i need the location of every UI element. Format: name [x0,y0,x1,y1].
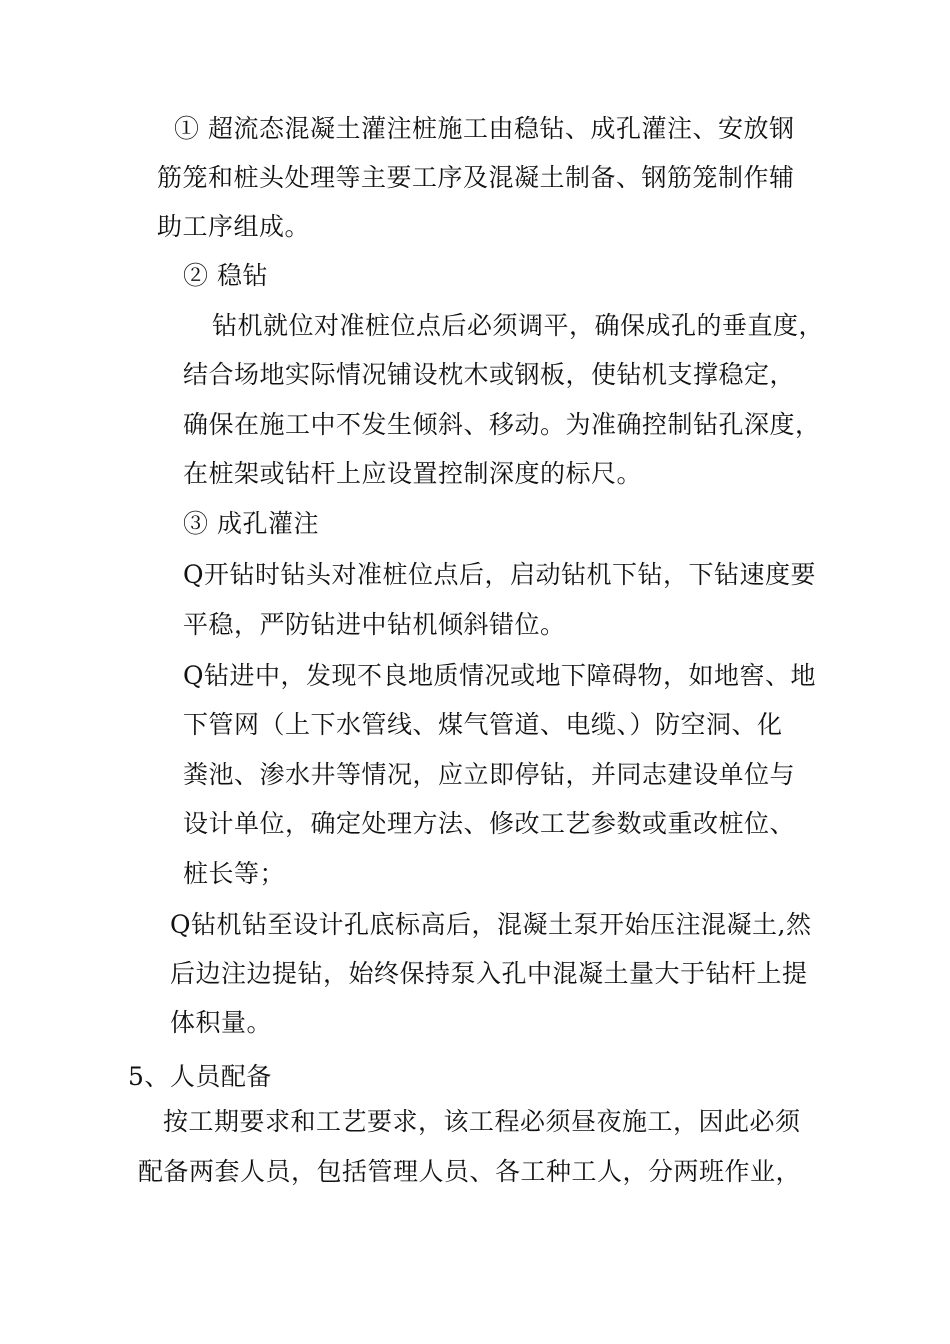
section-3-item-2-line-4: 设计单位，确定处理方法、修改工艺参数或重改桩位、 [183,809,796,838]
section-5-line-1: 按工期要求和工艺要求，该工程必须昼夜施工，因此必须 [163,1107,801,1136]
section-5-heading: 5、人员配备 [128,1062,272,1091]
section-1-line-2: 筋笼和桩头处理等主要工序及混凝土制备、钢筋笼制作辅 [157,163,795,192]
section-3-item-2-line-5: 桩长等； [183,859,286,888]
section-3-item-3-line-1: Q钻机钻至设计孔底标高后，混凝土泵开始压注混凝土,然 [170,910,812,939]
section-2-heading: ② 稳钻 [183,261,268,290]
section-2-line-3: 确保在施工中不发生倾斜、移动。为准确控制钻孔深度， [183,410,821,439]
section-5-line-2: 配备两套人员，包括管理人员、各工种工人，分两班作业， [138,1157,802,1186]
section-3-heading: ③ 成孔灌注 [183,509,319,538]
section-2-line-4: 在桩架或钻杆上应设置控制深度的标尺。 [183,459,643,488]
section-3-item-1-line-2: 平稳，严防钻进中钻机倾斜错位。 [183,610,566,639]
section-3-item-2-line-1: Q钻进中，发现不良地质情况或地下障碍物，如地窖、地 [183,661,816,690]
section-3-item-1-line-1: Q开钻时钻头对准桩位点后，启动钻机下钻，下钻速度要 [183,560,816,589]
section-3-item-2-line-3: 粪池、渗水井等情况，应立即停钻，并同志建设单位与 [183,760,796,789]
section-3-item-3-line-3: 体积量。 [170,1008,273,1037]
section-2-line-1: 钻机就位对准桩位点后必须调平，确保成孔的垂直度， [212,311,825,340]
section-1-line-3: 助工序组成。 [157,212,311,241]
section-3-item-2-line-2: 下管网（上下水管线、煤气管道、电缆、）防空洞、化 [183,710,783,739]
section-3-item-3-line-2: 后边注边提钻，始终保持泵入孔中混凝土量大于钻杆上提 [170,959,808,988]
section-2-line-2: 结合场地实际情况铺设枕木或钢板，使钻机支撑稳定， [183,360,796,389]
section-1-line-1: ① 超流态混凝土灌注桩施工由稳钻、成孔灌注、安放钢 [174,114,795,143]
